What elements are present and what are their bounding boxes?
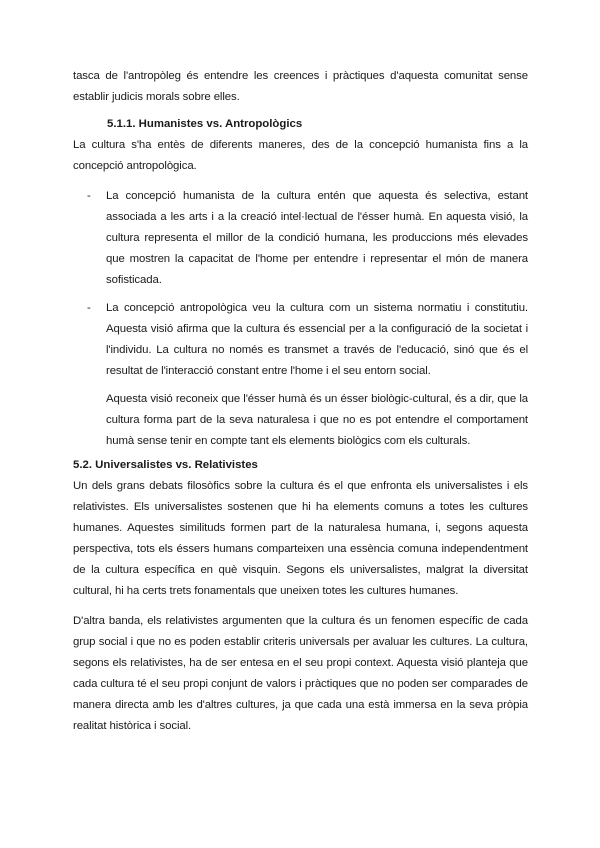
list-item-continuation: Aquesta visió reconeix que l'ésser humà és un ésser biològic-cultural, és a dir, que la cultura forma part de la seva naturalesa i que no es pot entendre el comportament humà sense tenir en compte tant els elements biològics com els culturals. <box>106 393 528 447</box>
section-5-2-paragraph: D'altra banda, els relativistes argumenten que la cultura és un fenomen específic de cada grup social i que no es poden establir criteris universals per avaluar les cultures. La cultura, segons els relativistes, ha de ser entesa en el seu propi context. Aquesta visió planteja que cada cultura té el seu propi conjunt de valors i pràctiques que no poden ser comparades de manera directa amb les d'altres cultures, ja que cada una està immersa en la seva pròpia realitat històrica i social. <box>73 615 528 732</box>
intro-paragraph: tasca de l'antropòleg és entendre les creences i pràctiques d'aquesta comunitat sense establir judicis morals sobre elles. <box>73 70 528 103</box>
section-5-2-heading: 5.2. Universalistes vs. Relativistes <box>73 459 258 471</box>
dash-bullet-icon: - <box>87 302 91 314</box>
list-item-text: La concepció humanista de la cultura entén que aquesta és selectiva, estant associada a les arts i a la creació intel·lectual de l'ésser humà. En aquesta visió, la cultura representa el millor de la condició humana, les produccions més elevades que mostren la capacitat de l'home per entendre i representar el món de manera sofisticada. <box>106 190 528 286</box>
section-5-1-1-intro: La cultura s'ha entès de diferents maneres, des de la concepció humanista fins a la concepció antropològica. <box>73 139 528 172</box>
section-5-2-paragraph: Un dels grans debats filosòfics sobre la cultura és el que enfronta els universalistes i els relativistes. Els universalistes sostenen que hi ha elements comuns a totes les cultures humanes. Aquestes similituds formen part de la naturalesa humana, i, segons aquesta perspectiva, tots els éssers humans comparteixen una essència comuna independentment de la cultura específica en què visquin. Segons els universalistes, malgrat la diversitat cultural, hi ha certs trets fonamentals que uneixen totes les cultures humanes. <box>73 480 528 597</box>
list-item <box>73 298 528 382</box>
concept-list <box>73 186 528 382</box>
list-item <box>73 186 528 291</box>
document-page <box>73 66 528 737</box>
list-item-text: La concepció antropològica veu la cultura com un sistema normatiu i constitutiu. Aquesta visió afirma que la cultura és essencial per a la configuració de la societat i l'individu. La cultura no només es transmet a través de l'educació, sinó que és el resultat de l'interacció constant entre l'home i el seu entorn social. <box>106 302 528 377</box>
section-5-1-1-heading: 5.1.1. Humanistes vs. Antropològics <box>107 118 303 130</box>
dash-bullet-icon: - <box>87 190 91 202</box>
